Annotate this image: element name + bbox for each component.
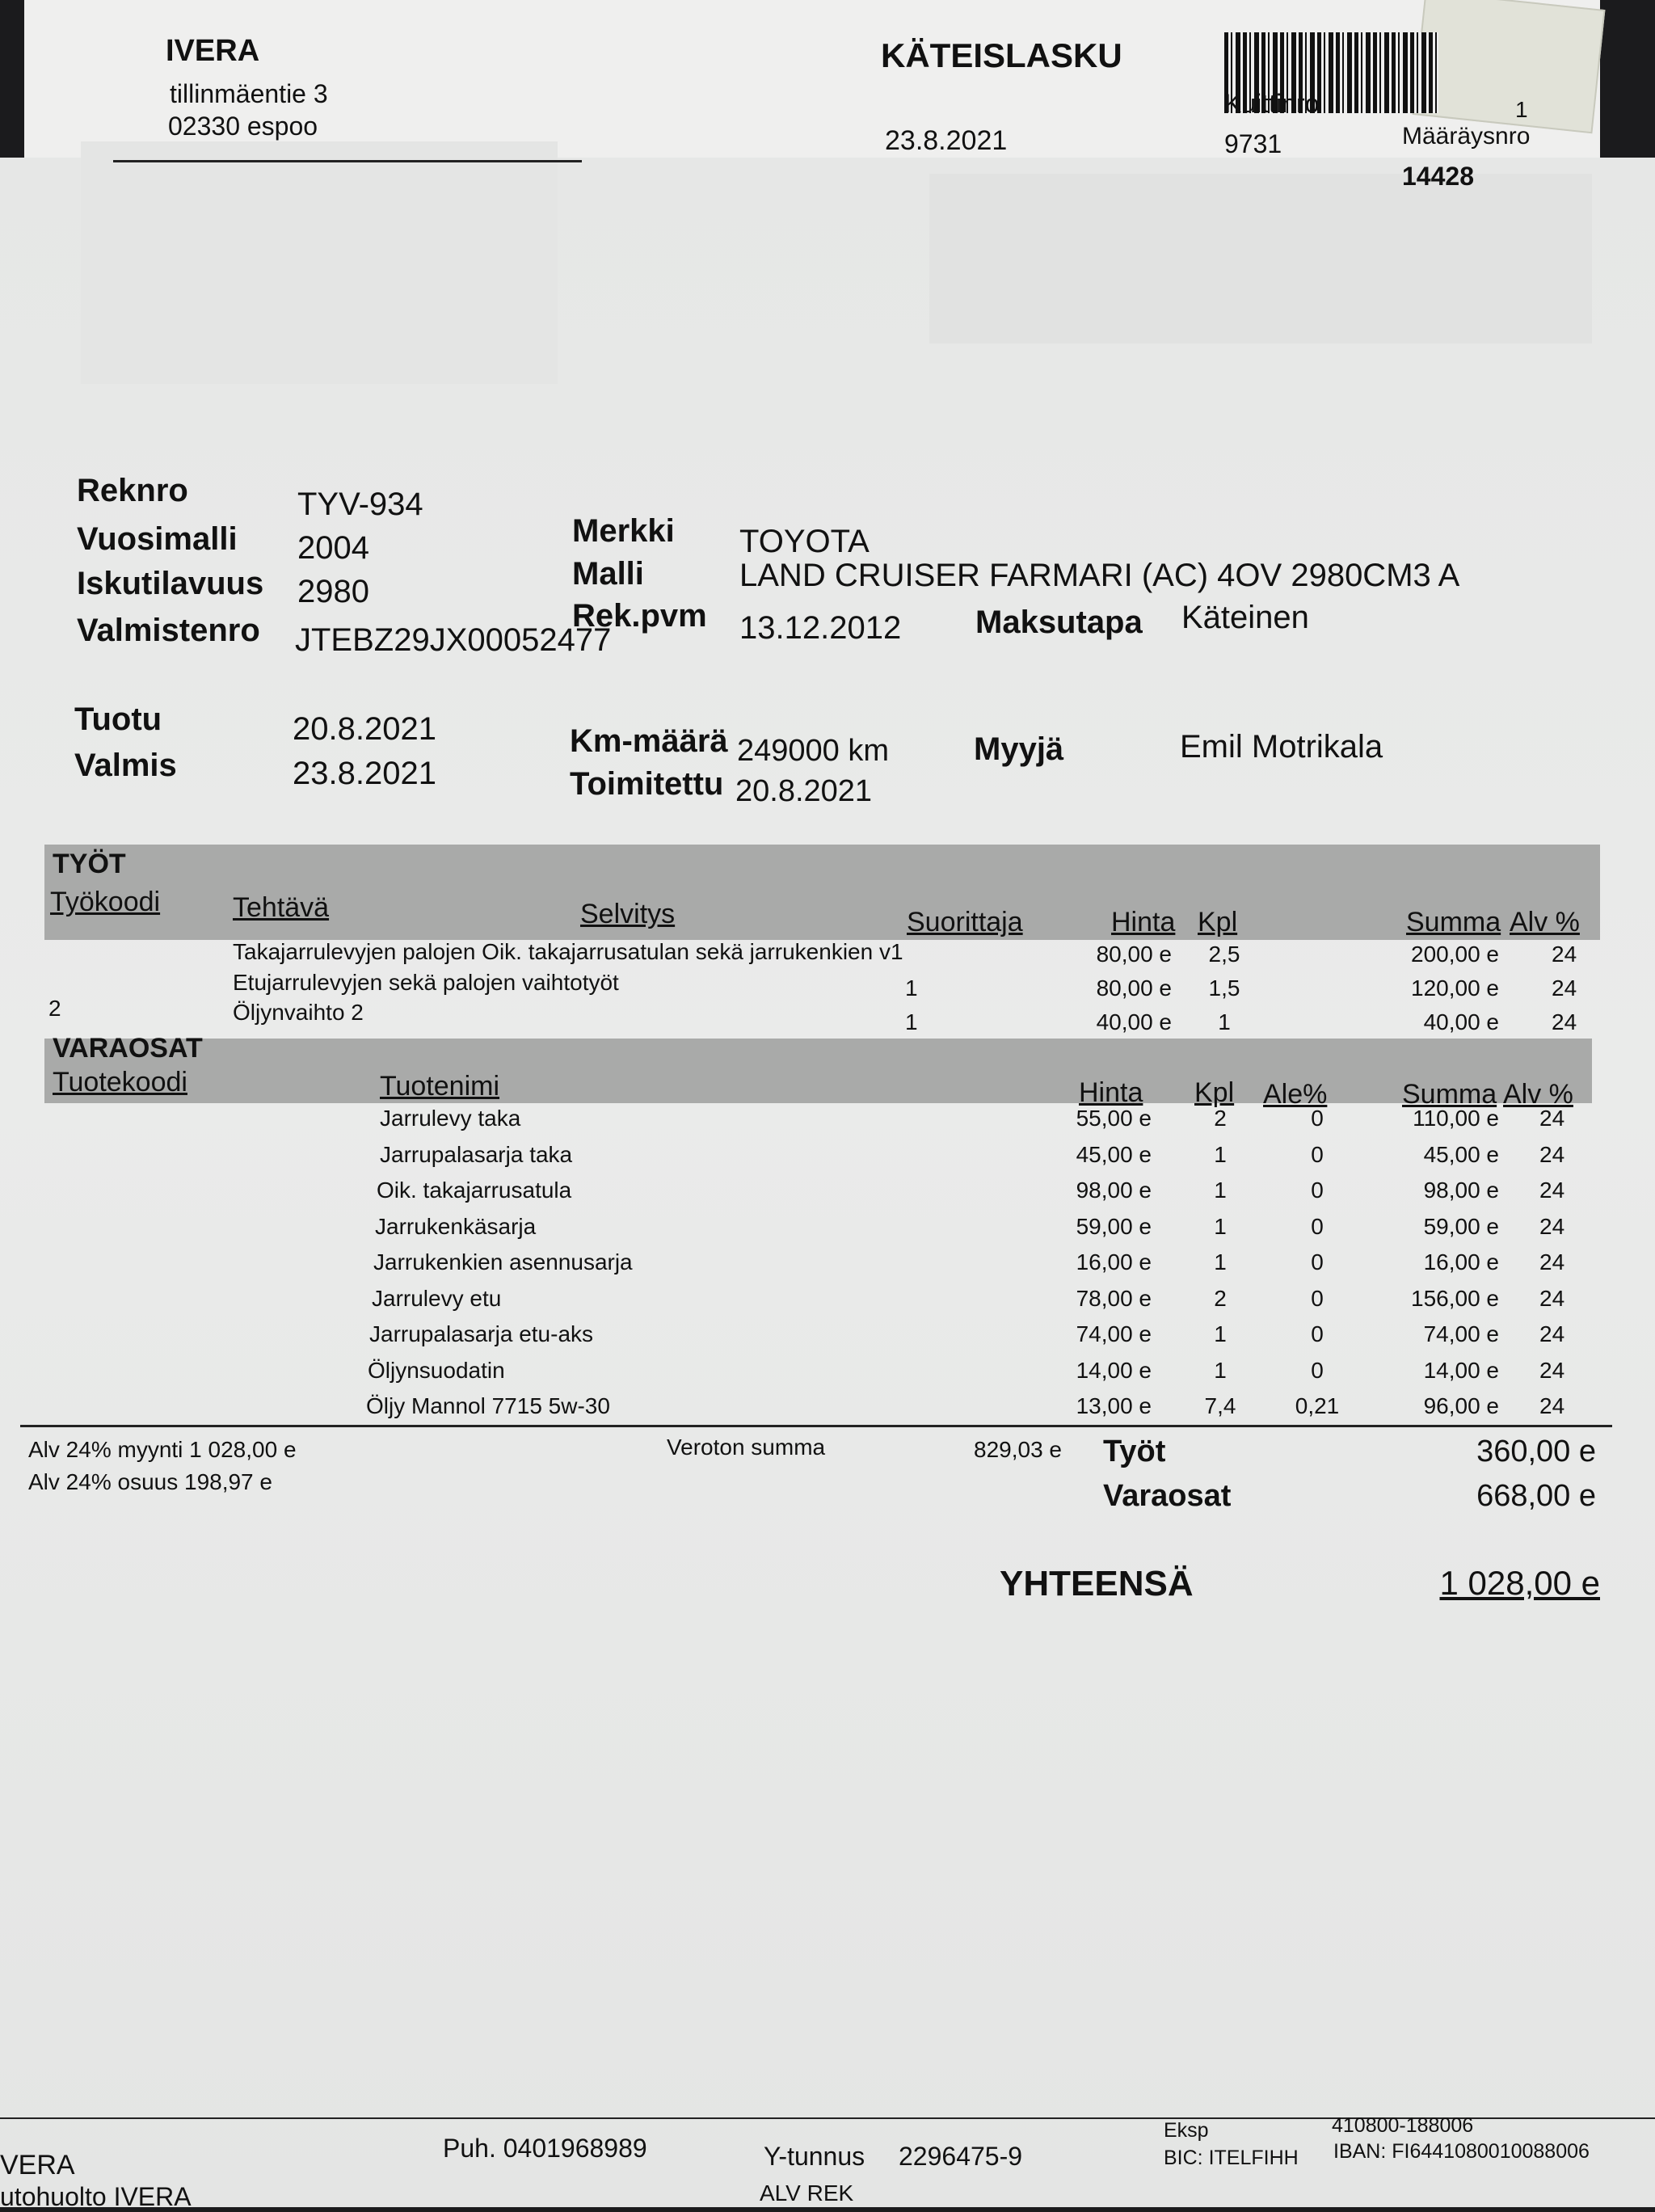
labour-row-vat: 24	[1552, 942, 1577, 967]
footer-company: VERA	[0, 2150, 75, 2180]
labour-row-sum: 40,00 e	[1423, 1009, 1499, 1034]
order-no-label: Määräysnro	[1402, 123, 1531, 150]
vat-share: Alv 24% osuus 198,97 e	[28, 1469, 272, 1494]
parts-col-price: Hinta	[1079, 1077, 1143, 1108]
parts-row-sum: 110,00 e	[1413, 1106, 1499, 1131]
km-label: Km-määrä	[570, 723, 728, 759]
footer-ytunnus-label: Y-tunnus	[764, 2142, 865, 2171]
regdate-label: Rek.pvm	[572, 598, 707, 634]
parts-total-label: Varaosat	[1103, 1479, 1232, 1513]
company-street: tillinmäentie 3	[170, 79, 328, 108]
labour-row-vat: 24	[1552, 1009, 1577, 1034]
labour-col-task: Tehtävä	[233, 892, 330, 923]
footer-ytunnus: 2296475-9	[899, 2142, 1023, 2171]
receipt-date: 23.8.2021	[885, 125, 1008, 156]
order-no: 14428	[1402, 162, 1474, 191]
labour-col-code: Työkoodi	[50, 887, 161, 917]
footer-account: 410800-188006	[1332, 2114, 1474, 2137]
parts-row-price: 55,00 e	[1076, 1106, 1152, 1131]
labour-row-qty: 1,5	[1208, 975, 1240, 1001]
parts-row-vat: 24	[1539, 1249, 1565, 1275]
parts-row-disc: 0	[1311, 1141, 1324, 1167]
grand-total: 1 028,00 e	[1439, 1564, 1600, 1602]
parts-row-price: 16,00 e	[1076, 1249, 1152, 1275]
payment-label: Maksutapa	[975, 605, 1143, 640]
seller-label: Myyjä	[974, 731, 1064, 767]
parts-total: 668,00 e	[1476, 1479, 1596, 1513]
tape-piece	[1413, 0, 1606, 133]
parts-row-sum: 98,00 e	[1423, 1178, 1499, 1203]
parts-col-qty: Kpl	[1194, 1077, 1235, 1108]
torn-flap-right	[929, 174, 1592, 343]
labour-section-title: TYÖT	[53, 849, 126, 879]
labour-row-price: 80,00 e	[1096, 975, 1172, 1001]
year-label: Vuosimalli	[77, 521, 238, 557]
labour-total-label: Työt	[1103, 1435, 1166, 1468]
payment-value: Käteinen	[1181, 600, 1309, 635]
parts-row-disc: 0	[1311, 1106, 1324, 1131]
receipt-title: KÄTEISLASKU	[881, 36, 1122, 74]
totals-rule	[20, 1425, 1612, 1427]
labour-row-qty: 2,5	[1208, 942, 1240, 967]
parts-row-name: Jarrukenkien asennusarja	[373, 1249, 633, 1275]
parts-row-price: 78,00 e	[1076, 1285, 1152, 1311]
labour-col-qty: Kpl	[1198, 907, 1238, 937]
labour-row-text: Takajarrulevyjen palojen Oik. takajarrusatulan sekä jarrukenkien v1	[233, 939, 903, 964]
parts-section-title: VARAOSAT	[53, 1033, 203, 1064]
parts-row-name: Oik. takajarrusatula	[377, 1178, 572, 1203]
brought-label: Tuotu	[74, 702, 162, 737]
brought-value: 20.8.2021	[293, 711, 436, 747]
parts-row-vat: 24	[1539, 1213, 1565, 1239]
footer-phone: Puh. 0401968989	[443, 2134, 647, 2163]
parts-row-disc: 0	[1311, 1357, 1324, 1383]
footer-company-2: utohuolto IVERA	[0, 2182, 192, 2211]
ready-value: 23.8.2021	[293, 756, 436, 791]
vat-sales: Alv 24% myynti 1 028,00 e	[28, 1437, 297, 1462]
page-number: 1	[1515, 97, 1528, 122]
labour-row-code: 2	[48, 996, 61, 1021]
receipt-no-label: Kuittinro	[1224, 89, 1320, 118]
model-value: LAND CRUISER FARMARI (AC) 4OV 2980CM3 A	[739, 558, 1460, 593]
footer-alv-partial: ALV REK	[760, 2180, 854, 2206]
parts-row-sum: 96,00 e	[1423, 1393, 1499, 1418]
parts-row-qty: 1	[1214, 1357, 1227, 1383]
labour-col-performer: Suorittaja	[907, 907, 1023, 937]
labour-row-price: 80,00 e	[1096, 942, 1172, 967]
parts-row-sum: 14,00 e	[1423, 1357, 1499, 1383]
parts-row-qty: 1	[1214, 1141, 1227, 1167]
parts-row-vat: 24	[1539, 1106, 1565, 1131]
labour-row-text: Etujarrulevyjen sekä palojen vaihtotyöt	[233, 970, 619, 995]
reg-value: TYV-934	[297, 487, 423, 522]
parts-row-qty: 7,4	[1204, 1393, 1236, 1418]
labour-row-sum: 120,00 e	[1411, 975, 1499, 1001]
parts-row-name: Jarrulevy taka	[380, 1106, 521, 1131]
parts-col-disc: Ale%	[1263, 1079, 1328, 1110]
displacement-value: 2980	[297, 574, 369, 609]
parts-row-sum: 59,00 e	[1423, 1213, 1499, 1239]
net-label: Veroton summa	[667, 1435, 826, 1460]
labour-row-text: Öljynvaihto 2	[233, 1000, 364, 1025]
vin-value: JTEBZ29JX00052477	[295, 622, 612, 658]
company-name: IVERA	[166, 34, 260, 68]
torn-flap-left	[81, 141, 558, 384]
displacement-label: Iskutilavuus	[77, 566, 264, 601]
labour-row-performer: 1	[905, 1009, 918, 1034]
model-label: Malli	[572, 556, 644, 592]
parts-row-qty: 1	[1214, 1249, 1227, 1275]
delivered-value: 20.8.2021	[735, 774, 873, 808]
parts-header-band	[44, 1039, 1592, 1103]
regdate-value: 13.12.2012	[739, 610, 902, 646]
parts-row-vat: 24	[1539, 1357, 1565, 1383]
parts-row-name: Öljy Mannol 7715 5w-30	[366, 1393, 610, 1418]
parts-row-qty: 1	[1214, 1213, 1227, 1239]
parts-row-qty: 2	[1214, 1106, 1227, 1131]
parts-row-qty: 1	[1214, 1178, 1227, 1203]
parts-row-name: Jarrupalasarja taka	[380, 1141, 573, 1167]
parts-row-sum: 156,00 e	[1411, 1285, 1499, 1311]
ready-label: Valmis	[74, 748, 177, 783]
labour-row-sum: 200,00 e	[1411, 942, 1499, 967]
parts-row-name: Jarrupalasarja etu-aks	[369, 1321, 594, 1346]
year-value: 2004	[297, 530, 369, 566]
labour-row-qty: 1	[1218, 1009, 1231, 1034]
make-value: TOYOTA	[739, 524, 870, 559]
parts-row-name: Jarrulevy etu	[372, 1285, 502, 1311]
parts-row-price: 98,00 e	[1076, 1178, 1152, 1203]
make-label: Merkki	[572, 513, 675, 549]
header-rule-left	[113, 160, 582, 162]
parts-row-sum: 74,00 e	[1423, 1321, 1499, 1346]
parts-row-disc: 0	[1311, 1213, 1324, 1239]
footer-bic: BIC: ITELFIHH	[1164, 2147, 1299, 2169]
footer-iban: IBAN: FI6441080010088006	[1333, 2140, 1590, 2163]
parts-row-disc: 0	[1311, 1249, 1324, 1275]
delivered-label: Toimitettu	[570, 766, 724, 802]
footer-eksp: Eksp	[1164, 2119, 1209, 2142]
labour-col-sum: Summa	[1406, 907, 1501, 937]
labour-col-desc: Selvitys	[580, 899, 676, 929]
receipt-no: 9731	[1224, 129, 1282, 158]
labour-row-price: 40,00 e	[1096, 1009, 1172, 1034]
parts-row-disc: 0	[1311, 1285, 1324, 1311]
parts-row-price: 74,00 e	[1076, 1321, 1152, 1346]
parts-row-vat: 24	[1539, 1285, 1565, 1311]
vin-label: Valmistenro	[77, 613, 260, 648]
grand-total-label: YHTEENSÄ	[1000, 1564, 1194, 1603]
parts-row-price: 59,00 e	[1076, 1213, 1152, 1239]
parts-row-vat: 24	[1539, 1141, 1565, 1167]
parts-row-vat: 24	[1539, 1393, 1565, 1418]
parts-row-vat: 24	[1539, 1321, 1565, 1346]
parts-row-price: 14,00 e	[1076, 1357, 1152, 1383]
company-postal: 02330 espoo	[168, 112, 318, 141]
labour-total: 360,00 e	[1476, 1435, 1596, 1468]
parts-row-name: Öljynsuodatin	[368, 1357, 505, 1383]
parts-col-vat: Alv %	[1503, 1079, 1573, 1110]
parts-row-price: 13,00 e	[1076, 1393, 1152, 1418]
parts-row-qty: 2	[1214, 1285, 1227, 1311]
parts-row-price: 45,00 e	[1076, 1141, 1152, 1167]
labour-col-price: Hinta	[1111, 907, 1176, 937]
parts-col-sum: Summa	[1402, 1079, 1497, 1110]
parts-row-sum: 45,00 e	[1423, 1141, 1499, 1167]
parts-col-name: Tuotenimi	[380, 1071, 500, 1102]
km-value: 249000 km	[737, 734, 890, 768]
reg-label: Reknro	[77, 473, 188, 508]
parts-row-disc: 0	[1311, 1178, 1324, 1203]
parts-row-vat: 24	[1539, 1178, 1565, 1203]
parts-row-sum: 16,00 e	[1423, 1249, 1499, 1275]
labour-row-vat: 24	[1552, 975, 1577, 1001]
parts-row-name: Jarrukenkäsarja	[375, 1213, 537, 1239]
parts-row-disc: 0	[1311, 1321, 1324, 1346]
parts-col-code: Tuotekoodi	[53, 1067, 187, 1098]
labour-col-vat: Alv %	[1510, 907, 1580, 937]
parts-row-disc: 0,21	[1295, 1393, 1340, 1418]
seller-value: Emil Motrikala	[1180, 729, 1383, 765]
labour-row-performer: 1	[905, 975, 918, 1001]
net-value: 829,03 e	[974, 1437, 1062, 1462]
parts-row-qty: 1	[1214, 1321, 1227, 1346]
